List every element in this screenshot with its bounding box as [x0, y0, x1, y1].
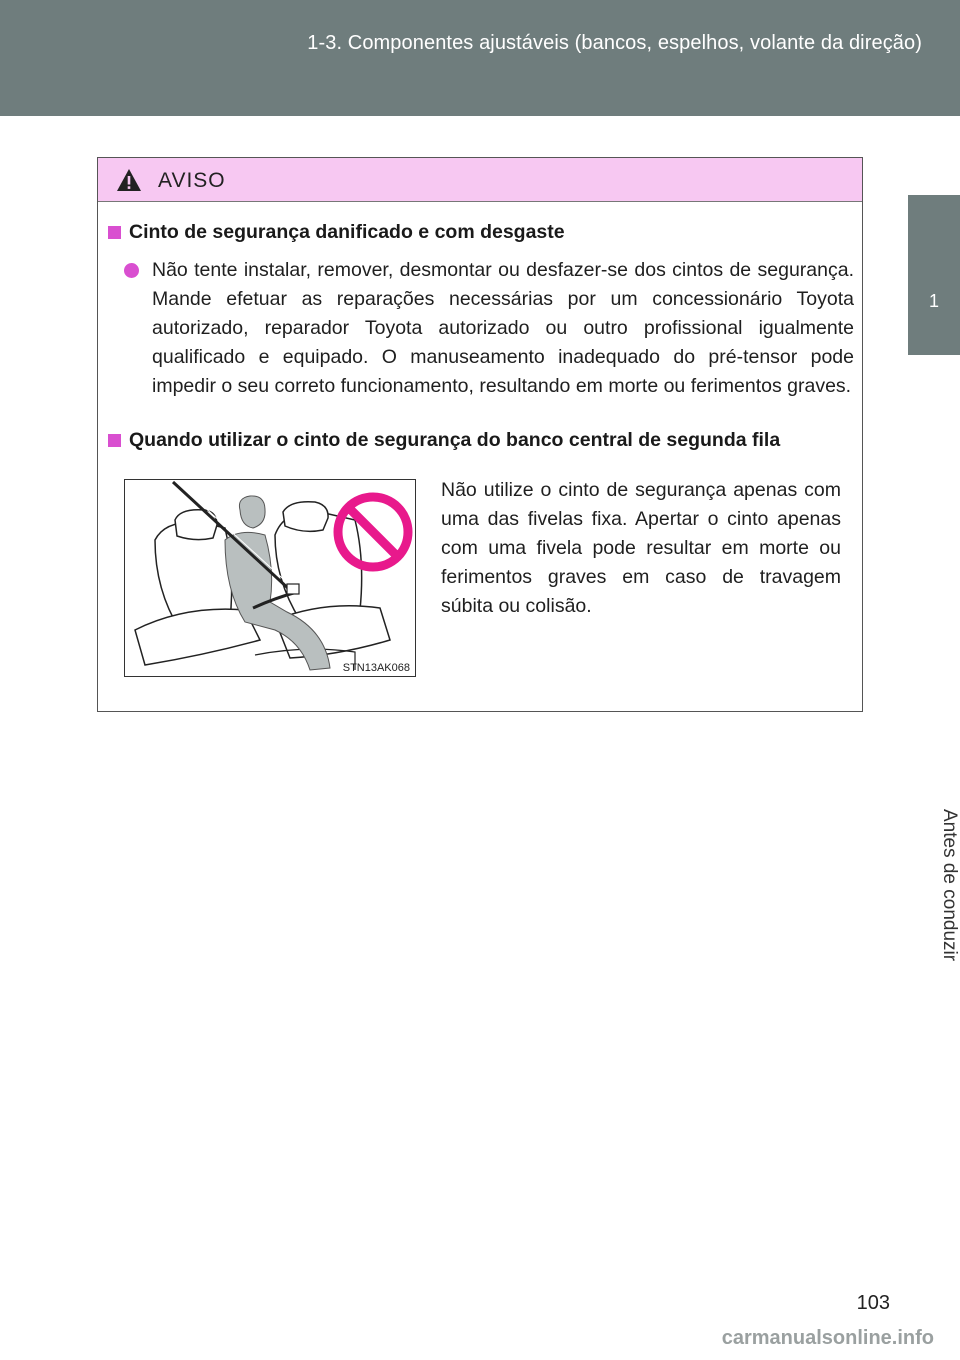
warning-icon [116, 168, 142, 192]
section-heading-text: Cinto de segurança danificado e com desgaste [129, 221, 565, 243]
warning-section-center-seat-belt [108, 429, 854, 452]
section-heading [108, 221, 854, 244]
warning-box [97, 157, 863, 712]
page-header [0, 0, 960, 116]
round-bullet-icon [124, 263, 139, 278]
warning-header [98, 158, 862, 202]
chapter-side-label: Antes de conduzir [939, 808, 960, 962]
chapter-title: 1-3. Componentes ajustáveis (bancos, espelhos, volante da direção) [307, 32, 922, 54]
bullet-paragraph [124, 256, 854, 401]
figure-caption-text: Não utilize o cinto de segurança apenas com uma das fivelas fixa. Apertar o cinto apenas com uma fivela pode resultar em morte ou ferimentos graves em caso de travagem súbita ou colisão. [441, 479, 841, 617]
chapter-number: 1 [928, 291, 939, 311]
section-heading-text: Quando utilizar o cinto de segurança do banco central de segunda fila [129, 429, 781, 451]
paragraph-text: Não tente instalar, remover, desmontar ou desfazer-se dos cintos de segurança. Mande efetuar as reparações necessárias por um concessionário Toyota autorizado, reparador Toyota autorizado ou outro profissional igualmente qualificado e equipado. O manuseamento inadequado do pré-tensor pode impedir o seu correto funcionamento, resultando em morte ou ferimentos graves. [152, 259, 854, 397]
side-band [908, 355, 960, 962]
section-heading [108, 429, 854, 452]
chapter-side-tab [908, 195, 960, 355]
warning-section-damaged-belt [108, 221, 854, 401]
seat-belt-illustration [124, 479, 416, 677]
square-bullet-icon [108, 434, 121, 447]
page-number: 103 [856, 1292, 890, 1314]
square-bullet-icon [108, 226, 121, 239]
site-watermark: carmanualsonline.info [721, 1327, 934, 1349]
warning-title: AVISO [158, 169, 226, 192]
rear-seat-illustration [125, 480, 415, 676]
figure-code: STN13AK068 [342, 662, 410, 674]
